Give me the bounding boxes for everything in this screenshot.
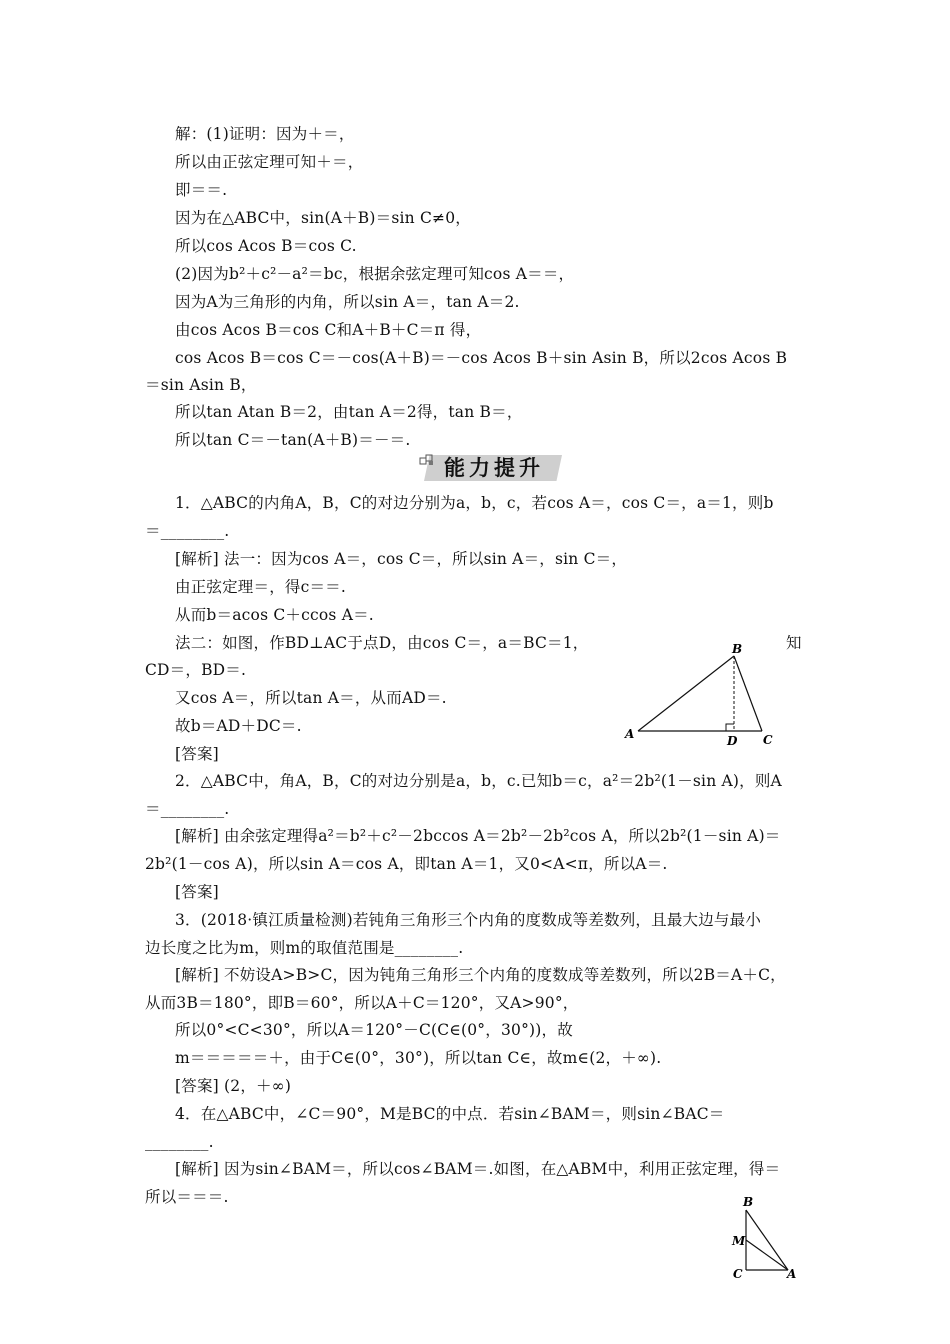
q4-stem: 4．在△ABC中，∠C＝90°，M是BC的中点．若sin∠BAM＝，则sin∠BAC＝ [175, 1105, 725, 1123]
q1-analysis: CD＝，BD＝. [145, 661, 247, 679]
label-b: B [743, 1196, 754, 1209]
q1-answer: [答案] [175, 745, 219, 763]
label-d: D [727, 734, 738, 748]
q3-analysis: 所以0°<C<30°，所以A＝120°－C(C∈(0°，30°))，故 [175, 1021, 573, 1039]
q3-analysis: m＝＝＝＝＝＋，由于C∈(0°，30°)，所以tan C∈，故m∈(2，＋∞). [175, 1049, 662, 1067]
q1-analysis: 由正弦定理＝，得c＝＝. [175, 578, 347, 596]
q2-analysis: 2b²(1－cos A)，所以sin A＝cos A，即tan A＝1，又0<A<π，所以A＝. [145, 855, 668, 873]
q2-stem: ＝________. [145, 800, 230, 818]
q2-answer: [答案] [175, 883, 219, 901]
q3-answer: [答案] (2，＋∞) [175, 1077, 292, 1095]
solution-line: 所以由正弦定理可知＋＝， [175, 153, 364, 171]
label-a: A [787, 1267, 797, 1281]
triangle-figure-1 [618, 640, 788, 752]
q3-stem: 边长度之比为m，则m的取值范围是________. [145, 939, 464, 957]
label-c: C [763, 733, 773, 747]
q3-analysis: 从而3B＝180°，即B＝60°，所以A＋C＝120°，又A>90°， [145, 994, 579, 1012]
q2-analysis: [解析] 由余弦定理得a²＝b²＋c²－2bccos A＝2b²－2b²cos A，所以2b²(1－sin A)＝ [175, 827, 781, 845]
q1-analysis: 法二：如图，作BD⊥AC于点D，由cos C＝，a＝BC＝1， [175, 634, 589, 652]
side-bc [734, 656, 762, 731]
solution-line: 因为在△ABC中，sin(A＋B)＝sin C≠0， [175, 209, 471, 227]
label-b: B [732, 642, 743, 656]
q2-stem: 2．△ABC中，角A，B，C的对边分别是a，b，c.已知b＝c，a²＝2b²(1－sin A)，则A [175, 772, 782, 790]
q4-analysis: [解析] 因为sin∠BAM＝，所以cos∠BAM＝.如图，在△ABM中，利用正弦定理，得＝ [175, 1160, 781, 1178]
median-am [746, 1240, 788, 1270]
solution-line: 所以tan Atan B＝2，由tan A＝2得，tan B＝， [175, 403, 523, 421]
solution-line: 因为A为三角形的内角，所以sin A＝，tan A＝2. [175, 293, 520, 311]
solution-line: 所以tan C＝－tan(A＋B)＝－＝. [175, 431, 411, 449]
right-angle-mark [726, 724, 734, 731]
solution-line: (2)因为b²＋c²－a²＝bc，根据余弦定理可知cos A＝＝， [175, 265, 575, 283]
section-title: 能力提升 [444, 456, 544, 480]
q1-analysis-tail: 知 [786, 634, 802, 652]
q1-stem: ＝________. [145, 522, 230, 540]
label-a: A [625, 727, 635, 741]
q1-analysis: 从而b＝acos C＋ccos A＝. [175, 606, 374, 624]
q1-analysis: 故b＝AD＋DC＝. [175, 717, 302, 735]
side-ab [638, 656, 734, 731]
solution-line: ＝sin Asin B， [145, 376, 257, 394]
q1-analysis: [解析] 法一：因为cos A＝，cos C＝，所以sin A＝，sin C＝， [175, 550, 628, 568]
solution-line: 解：(1)证明：因为＋＝， [175, 125, 355, 143]
side-ab [746, 1210, 788, 1270]
triangle-figure-2 [728, 1196, 804, 1284]
q4-stem: ________. [145, 1133, 214, 1151]
q3-analysis: [解析] 不妨设A>B>C，因为钝角三角形三个内角的度数成等差数列，所以2B＝A＋C， [175, 966, 786, 984]
solution-line: 即＝＝. [175, 181, 228, 199]
solution-line: 由cos Acos B＝cos C和A＋B＋C＝π 得， [175, 321, 482, 339]
section-banner [418, 452, 568, 484]
solution-line: 所以cos Acos B＝cos C. [175, 237, 357, 255]
label-m: M [732, 1234, 746, 1248]
q1-analysis: 又cos A＝，所以tan A＝，从而AD＝. [175, 689, 447, 707]
solution-line: cos Acos B＝cos C＝－cos(A＋B)＝－cos Acos B＋sin Asin B，所以2cos Acos B [175, 349, 788, 367]
label-c: C [733, 1267, 743, 1281]
q3-stem: 3．(2018·镇江质量检测)若钝角三角形三个内角的度数成等差数列，且最大边与最小 [175, 911, 762, 929]
banner-deco-icon [418, 452, 440, 468]
q4-analysis: 所以＝＝＝. [145, 1188, 229, 1206]
q1-stem: 1．△ABC的内角A，B，C的对边分别为a，b，c，若cos A＝，cos C＝，a＝1，则b [175, 494, 774, 512]
